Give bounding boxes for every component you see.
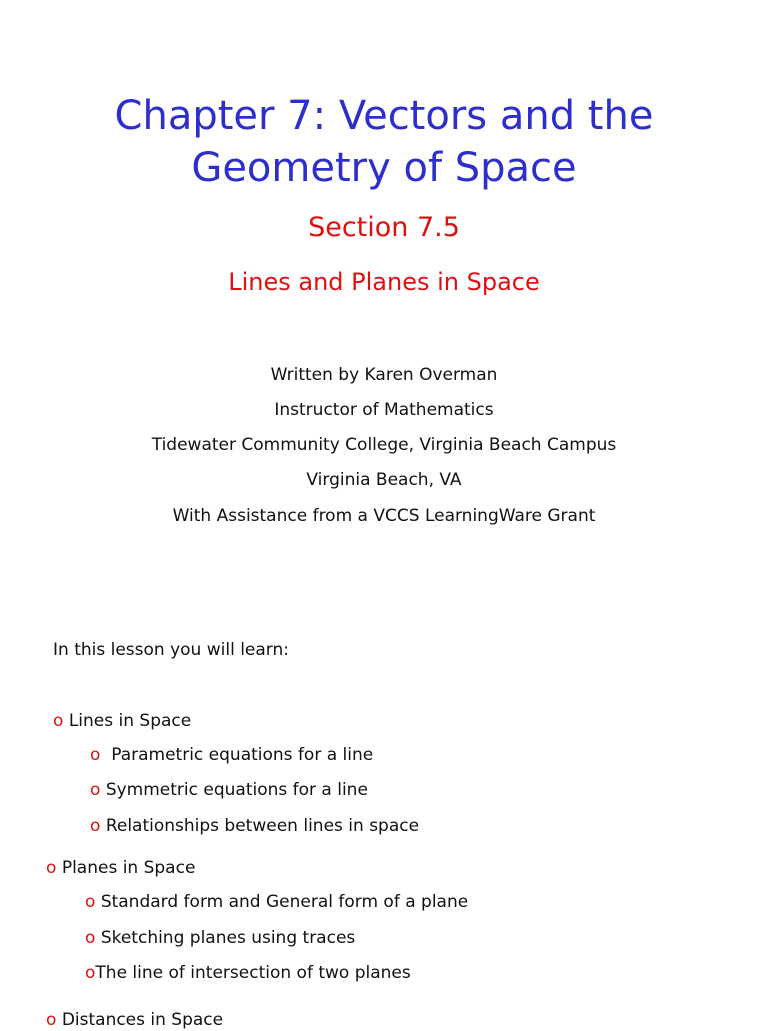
bullet-marker: o (53, 711, 64, 731)
bullet-marker: o (85, 963, 96, 983)
credit-grant: With Assistance from a VCCS LearningWare Grant (172, 506, 596, 526)
section-subtitle: Lines and Planes in Space (228, 268, 540, 296)
subtopic-label: Sketching planes using traces (100, 928, 356, 948)
bullet-marker: o (90, 745, 101, 765)
credit-institution: Tidewater Community College, Virginia Beach Campus (151, 435, 617, 455)
topic-item (46, 1009, 223, 1031)
subtopic-label: Symmetric equations for a line (105, 780, 368, 800)
subtopic-item (90, 815, 419, 837)
topic-item (46, 857, 195, 879)
subtopic-label: Relationships between lines in space (105, 816, 420, 836)
subtopic-label: Standard form and General form of a plane (100, 892, 469, 912)
subtopic-item (90, 744, 373, 766)
bullet-marker: o (90, 816, 101, 836)
subtopic-item (85, 927, 355, 949)
bullet-marker: o (90, 780, 101, 800)
title-line-1: Chapter 7: Vectors and the (114, 93, 654, 139)
topic-item (53, 710, 191, 732)
credit-location: Virginia Beach, VA (306, 470, 462, 490)
subtopic-item (85, 962, 411, 984)
section-heading: Section 7.5 (308, 212, 460, 243)
subtopic-item (90, 779, 368, 801)
bullet-marker: o (85, 892, 96, 912)
topic-label: Planes in Space (61, 858, 196, 878)
topic-label: Distances in Space (61, 1010, 224, 1030)
topic-label: Lines in Space (68, 711, 192, 731)
page-title (0, 90, 768, 194)
title-line-2: Geometry of Space (191, 145, 577, 191)
bullet-marker: o (46, 858, 57, 878)
subtopic-label: Parametric equations for a line (111, 745, 374, 765)
credit-author: Written by Karen Overman (270, 365, 498, 385)
subtopic-label: The line of intersection of two planes (95, 963, 411, 983)
lesson-intro: In this lesson you will learn: (53, 640, 289, 660)
bullet-marker: o (85, 928, 96, 948)
subtopic-item (85, 891, 468, 913)
bullet-marker: o (46, 1010, 57, 1030)
credit-role: Instructor of Mathematics (274, 400, 494, 420)
